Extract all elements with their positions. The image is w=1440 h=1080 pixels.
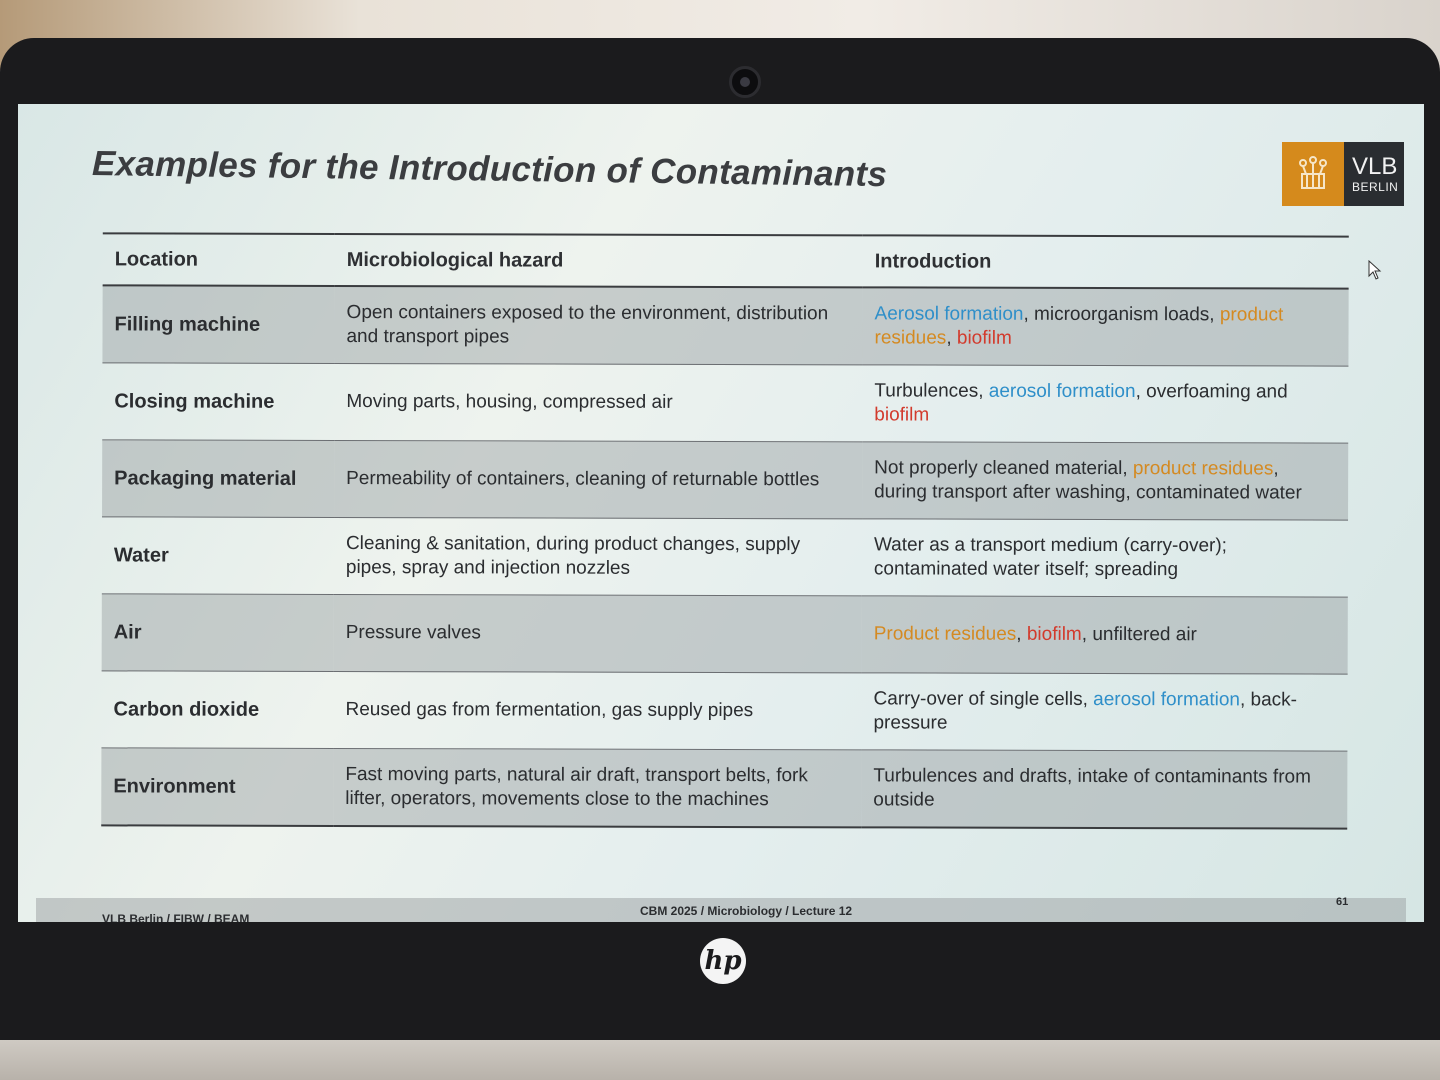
slide-page-number: 61 <box>1336 896 1349 908</box>
cell-introduction <box>862 596 1348 674</box>
cell-hazard: Open containers exposed to the environment, distribution and transport pipes <box>334 286 862 365</box>
table-row <box>102 517 1348 597</box>
logo-sub-text: BERLIN <box>1352 180 1399 194</box>
introduction-segment: biofilm <box>956 327 1012 349</box>
header-location: Location <box>103 233 335 286</box>
introduction-segment: aerosol formation <box>1093 688 1241 711</box>
table-row <box>101 748 1347 829</box>
table-row <box>101 671 1347 751</box>
header-hazard: Microbiological hazard <box>335 234 863 287</box>
table-row <box>102 594 1348 674</box>
introduction-segment: aerosol formation <box>988 380 1136 403</box>
laptop-base <box>0 1040 1440 1080</box>
introduction-segment: Product residues <box>873 623 1017 645</box>
introduction-segment: Not properly cleaned material, <box>874 457 1133 480</box>
introduction-segment: , during transport after washing, contaminated water <box>874 458 1302 504</box>
cell-location: Air <box>102 594 334 672</box>
cell-introduction <box>861 673 1347 751</box>
introduction-segment: , <box>1016 623 1027 645</box>
cell-introduction <box>862 519 1348 597</box>
introduction-segment: Turbulences and drafts, intake of contaminants from outside <box>873 765 1311 811</box>
slide-title: Examples for the Introduction of Contaminants <box>91 144 888 195</box>
cell-hazard: Fast moving parts, natural air draft, transport belts, fork lifter, operators, movements close to the machines <box>333 748 861 827</box>
footer-organization: VLB Berlin / FIBW / BEAM <box>102 912 250 922</box>
footer-course: CBM 2025 / Microbiology / Lecture 12 <box>640 904 853 918</box>
cell-location: Filling machine <box>102 285 334 363</box>
webcam-icon <box>729 66 761 98</box>
contaminants-table <box>101 232 1349 829</box>
introduction-segment: product residues <box>874 304 1284 349</box>
cell-location: Closing machine <box>102 363 334 441</box>
cell-location: Carbon dioxide <box>101 671 333 749</box>
hp-logo-icon: hp <box>700 938 746 984</box>
cell-introduction <box>862 442 1348 520</box>
table-body <box>101 285 1348 828</box>
table-row <box>102 285 1348 366</box>
cell-introduction <box>862 365 1348 443</box>
cell-hazard: Moving parts, housing, compressed air <box>334 363 862 441</box>
cell-location: Environment <box>101 748 333 826</box>
presentation-slide <box>18 104 1424 922</box>
logo-main-text: VLB <box>1352 153 1398 180</box>
cell-hazard: Permeability of containers, cleaning of returnable bottles <box>334 440 862 518</box>
header-introduction: Introduction <box>863 235 1349 288</box>
cell-hazard: Cleaning & sanitation, during product changes, supply pipes, spray and injection nozzles <box>334 517 862 595</box>
table-row <box>102 440 1348 520</box>
vlb-emblem-icon <box>1282 142 1344 206</box>
cell-introduction <box>862 287 1348 366</box>
cell-location: Packaging material <box>102 440 334 518</box>
introduction-segment: Turbulences, <box>874 380 989 402</box>
cell-hazard: Reused gas from fermentation, gas supply pipes <box>333 671 861 749</box>
laptop-bezel <box>0 38 1440 1058</box>
introduction-segment: , overfoaming and <box>1135 381 1288 403</box>
introduction-segment: , unfiltered air <box>1081 623 1197 646</box>
mouse-cursor-icon <box>1368 260 1382 280</box>
introduction-segment: product residues <box>1132 458 1274 480</box>
introduction-segment: Water as a transport medium (carry-over); contaminated water itself; spreading <box>873 534 1227 581</box>
table-row <box>102 363 1348 443</box>
cell-introduction <box>861 750 1347 829</box>
introduction-segment: Aerosol formation <box>874 303 1024 325</box>
introduction-segment: , back-pressure <box>873 689 1298 734</box>
introduction-segment: , <box>946 327 957 349</box>
introduction-segment: , microorganism loads, <box>1023 303 1220 326</box>
cell-hazard: Pressure valves <box>334 594 862 672</box>
introduction-segment: Carry-over of single cells, <box>873 688 1094 710</box>
table-header-row <box>103 233 1349 288</box>
introduction-segment: biofilm <box>1026 623 1082 645</box>
vlb-logo <box>1282 142 1404 206</box>
introduction-segment: biofilm <box>874 404 930 426</box>
vlb-wordmark <box>1344 142 1404 206</box>
cell-location: Water <box>102 517 334 595</box>
